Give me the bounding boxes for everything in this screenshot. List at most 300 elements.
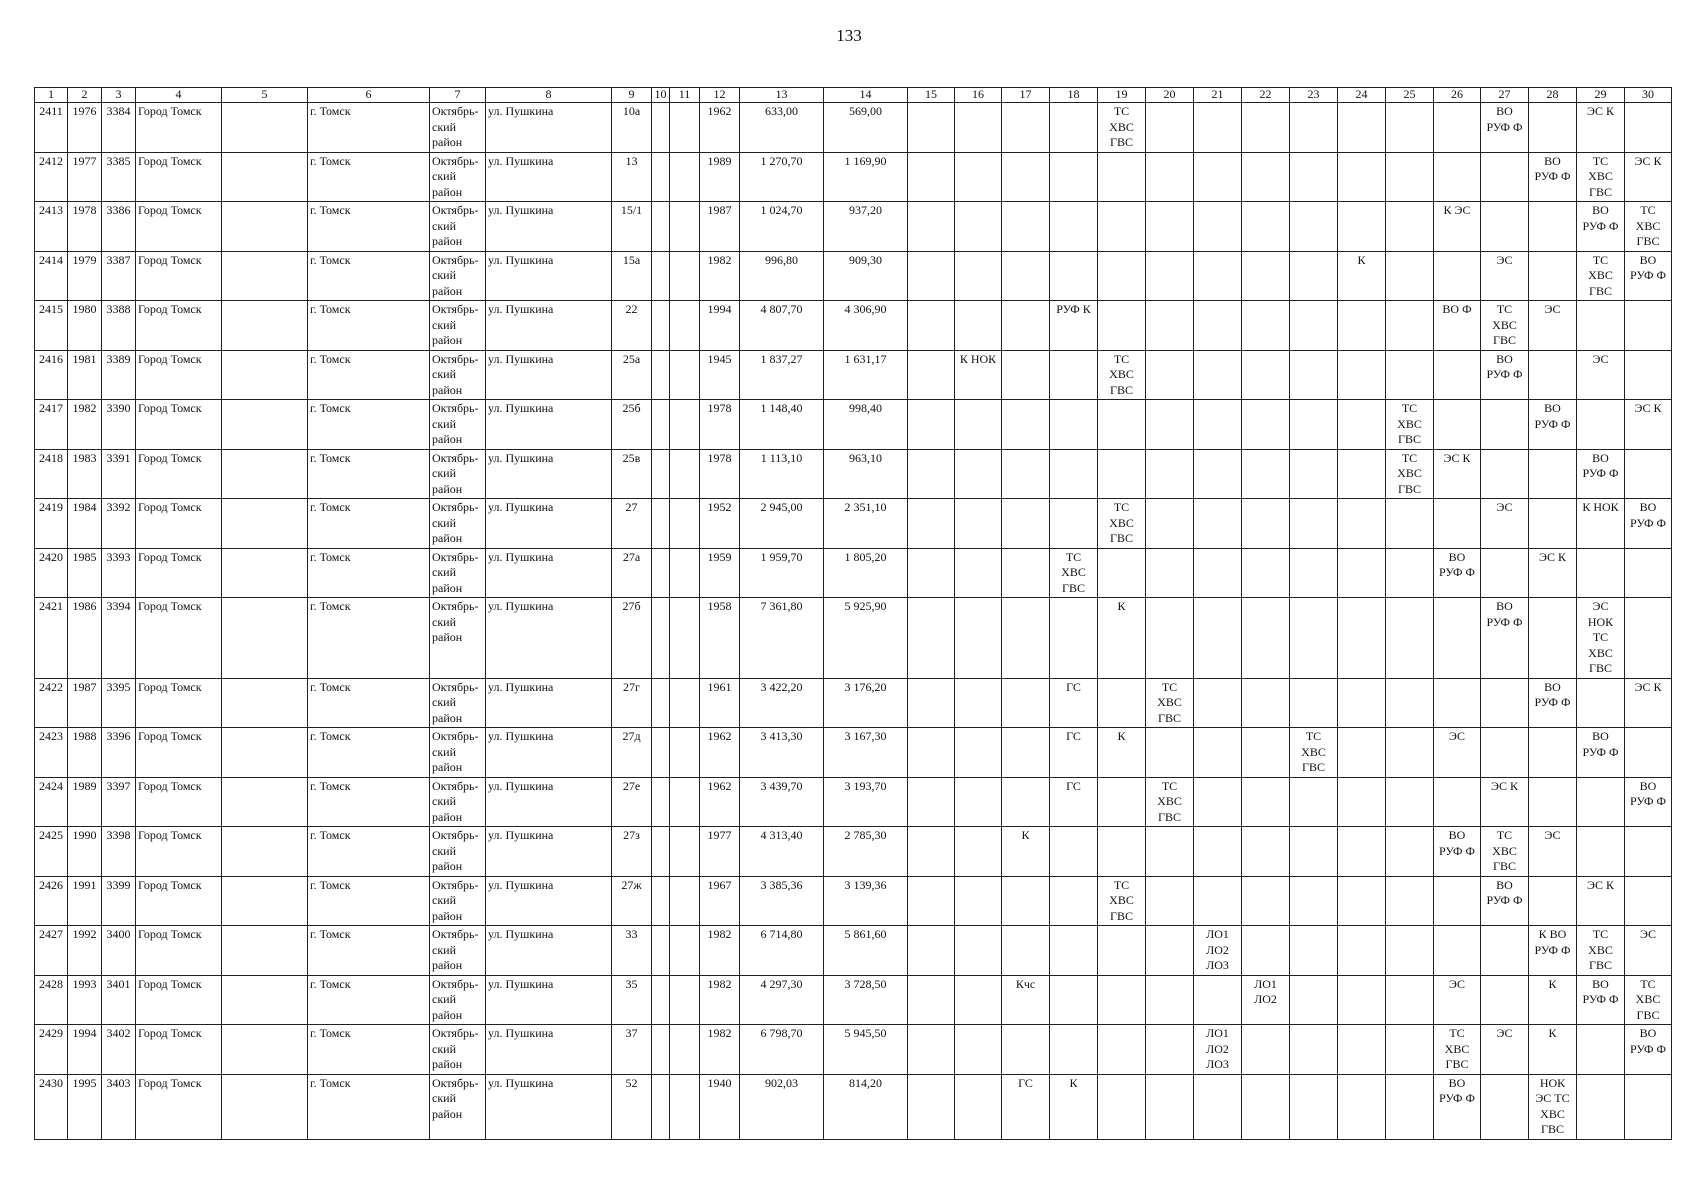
cell-col-19 [1098, 449, 1146, 499]
cell-col-24 [1338, 152, 1386, 202]
cell-col-20 [1146, 1025, 1194, 1075]
cell-col-2: 1976 [68, 103, 102, 153]
cell-col-24 [1338, 103, 1386, 153]
column-header-1: 1 [35, 88, 68, 103]
cell-col-13: 6 714,80 [740, 926, 824, 976]
cell-col-27 [1481, 678, 1529, 728]
table-row [35, 678, 1672, 728]
cell-col-4: Город Томск [136, 598, 222, 679]
cell-col-22: ЛО1 ЛО2 [1242, 975, 1290, 1025]
cell-col-30: ЭС [1625, 926, 1672, 976]
cell-col-8: ул. Пушкина [486, 777, 612, 827]
cell-col-29 [1577, 1025, 1625, 1075]
cell-col-2: 1993 [68, 975, 102, 1025]
cell-col-4: Город Томск [136, 876, 222, 926]
cell-col-5 [222, 1074, 308, 1139]
column-header-24: 24 [1338, 88, 1386, 103]
cell-col-30 [1625, 350, 1672, 400]
cell-col-12: 1982 [700, 926, 740, 976]
cell-col-8: ул. Пушкина [486, 1025, 612, 1075]
cell-col-2: 1978 [68, 202, 102, 252]
cell-col-23 [1290, 1025, 1338, 1075]
cell-col-3: 3388 [102, 301, 136, 351]
cell-col-25 [1386, 251, 1434, 301]
cell-col-9: 27г [612, 678, 652, 728]
cell-col-14: 5 925,90 [824, 598, 908, 679]
cell-col-3: 3401 [102, 975, 136, 1025]
cell-col-22 [1242, 777, 1290, 827]
table-row [35, 499, 1672, 549]
cell-col-15 [908, 975, 955, 1025]
table-row [35, 1025, 1672, 1075]
cell-col-14: 814,20 [824, 1074, 908, 1139]
column-header-7: 7 [430, 88, 486, 103]
cell-col-13: 6 798,70 [740, 1025, 824, 1075]
cell-col-27 [1481, 975, 1529, 1025]
cell-col-12: 1982 [700, 1025, 740, 1075]
cell-col-13: 7 361,80 [740, 598, 824, 679]
cell-col-13: 3 439,70 [740, 777, 824, 827]
cell-col-7: Октябрь- ский район [430, 202, 486, 252]
cell-col-5 [222, 152, 308, 202]
cell-col-25: ТС ХВС ГВС [1386, 400, 1434, 450]
cell-col-20: ТС ХВС ГВС [1146, 777, 1194, 827]
cell-col-9: 27б [612, 598, 652, 679]
cell-col-5 [222, 975, 308, 1025]
cell-col-22 [1242, 350, 1290, 400]
cell-col-22 [1242, 202, 1290, 252]
cell-col-27 [1481, 152, 1529, 202]
cell-col-2: 1977 [68, 152, 102, 202]
cell-col-4: Город Томск [136, 152, 222, 202]
cell-col-21 [1194, 827, 1242, 877]
cell-col-20 [1146, 449, 1194, 499]
cell-col-15 [908, 152, 955, 202]
cell-col-21 [1194, 152, 1242, 202]
cell-col-4: Город Томск [136, 975, 222, 1025]
table-row [35, 400, 1672, 450]
cell-col-7: Октябрь- ский район [430, 827, 486, 877]
cell-col-29 [1577, 400, 1625, 450]
cell-col-7: Октябрь- ский район [430, 400, 486, 450]
cell-col-5 [222, 301, 308, 351]
cell-col-5 [222, 926, 308, 976]
cell-col-15 [908, 103, 955, 153]
cell-col-16 [955, 678, 1002, 728]
cell-col-7: Октябрь- ский район [430, 350, 486, 400]
cell-col-19: ТС ХВС ГВС [1098, 103, 1146, 153]
cell-col-22 [1242, 926, 1290, 976]
cell-col-30: ТС ХВС ГВС [1625, 202, 1672, 252]
cell-col-21 [1194, 103, 1242, 153]
cell-col-16 [955, 975, 1002, 1025]
cell-col-27: ВО РУФ Ф [1481, 876, 1529, 926]
cell-col-11 [670, 975, 700, 1025]
cell-col-4: Город Томск [136, 350, 222, 400]
cell-col-6: г. Томск [308, 777, 430, 827]
cell-col-15 [908, 728, 955, 778]
cell-col-12: 1978 [700, 400, 740, 450]
cell-col-17 [1002, 548, 1050, 598]
cell-col-10 [652, 1074, 670, 1139]
cell-col-19 [1098, 251, 1146, 301]
cell-col-28: ВО РУФ Ф [1529, 152, 1577, 202]
cell-col-21 [1194, 678, 1242, 728]
cell-col-29: К НОК [1577, 499, 1625, 549]
cell-col-7: Октябрь- ский район [430, 301, 486, 351]
cell-col-19 [1098, 1025, 1146, 1075]
cell-col-10 [652, 499, 670, 549]
cell-col-11 [670, 777, 700, 827]
table-row [35, 449, 1672, 499]
cell-col-30: ЭС К [1625, 400, 1672, 450]
cell-col-17: К [1002, 827, 1050, 877]
cell-col-17 [1002, 598, 1050, 679]
cell-col-11 [670, 678, 700, 728]
cell-col-18: К [1050, 1074, 1098, 1139]
column-header-21: 21 [1194, 88, 1242, 103]
cell-col-28 [1529, 251, 1577, 301]
cell-col-15 [908, 449, 955, 499]
cell-col-10 [652, 827, 670, 877]
cell-col-7: Октябрь- ский район [430, 1074, 486, 1139]
cell-col-28: НОК ЭС ТС ХВС ГВС [1529, 1074, 1577, 1139]
column-header-20: 20 [1146, 88, 1194, 103]
table-row [35, 827, 1672, 877]
table-row [35, 777, 1672, 827]
cell-col-25 [1386, 975, 1434, 1025]
cell-col-3: 3395 [102, 678, 136, 728]
cell-col-26 [1434, 400, 1481, 450]
column-header-13: 13 [740, 88, 824, 103]
cell-col-18 [1050, 103, 1098, 153]
cell-col-14: 2 785,30 [824, 827, 908, 877]
cell-col-17 [1002, 499, 1050, 549]
cell-col-24 [1338, 678, 1386, 728]
cell-col-12: 1962 [700, 103, 740, 153]
cell-col-6: г. Томск [308, 400, 430, 450]
cell-col-12: 1962 [700, 777, 740, 827]
cell-col-6: г. Томск [308, 202, 430, 252]
cell-col-3: 3397 [102, 777, 136, 827]
cell-col-22 [1242, 728, 1290, 778]
cell-col-9: 15а [612, 251, 652, 301]
cell-col-22 [1242, 598, 1290, 679]
cell-col-16 [955, 728, 1002, 778]
cell-col-24 [1338, 202, 1386, 252]
cell-col-27: ТС ХВС ГВС [1481, 827, 1529, 877]
cell-col-22 [1242, 152, 1290, 202]
cell-col-29: ЭС К [1577, 876, 1625, 926]
cell-col-22 [1242, 1025, 1290, 1075]
cell-col-12: 1978 [700, 449, 740, 499]
cell-col-21: ЛО1 ЛО2 ЛО3 [1194, 926, 1242, 976]
cell-col-1: 2416 [35, 350, 68, 400]
cell-col-9: 52 [612, 1074, 652, 1139]
cell-col-3: 3390 [102, 400, 136, 450]
cell-col-20 [1146, 202, 1194, 252]
cell-col-13: 3 413,30 [740, 728, 824, 778]
cell-col-15 [908, 499, 955, 549]
cell-col-21 [1194, 400, 1242, 450]
cell-col-20 [1146, 876, 1194, 926]
cell-col-16 [955, 499, 1002, 549]
cell-col-24 [1338, 449, 1386, 499]
column-header-15: 15 [908, 88, 955, 103]
cell-col-2: 1989 [68, 777, 102, 827]
cell-col-10 [652, 548, 670, 598]
cell-col-21 [1194, 350, 1242, 400]
cell-col-26: ЭС [1434, 728, 1481, 778]
cell-col-23 [1290, 499, 1338, 549]
cell-col-22 [1242, 251, 1290, 301]
cell-col-28 [1529, 449, 1577, 499]
cell-col-19 [1098, 400, 1146, 450]
table-row [35, 251, 1672, 301]
cell-col-20 [1146, 103, 1194, 153]
cell-col-1: 2418 [35, 449, 68, 499]
cell-col-21 [1194, 548, 1242, 598]
cell-col-10 [652, 152, 670, 202]
cell-col-29: ВО РУФ Ф [1577, 975, 1625, 1025]
cell-col-4: Город Томск [136, 400, 222, 450]
cell-col-6: г. Томск [308, 1025, 430, 1075]
cell-col-24 [1338, 728, 1386, 778]
cell-col-8: ул. Пушкина [486, 350, 612, 400]
cell-col-28 [1529, 350, 1577, 400]
cell-col-9: 27ж [612, 876, 652, 926]
cell-col-3: 3391 [102, 449, 136, 499]
cell-col-11 [670, 301, 700, 351]
cell-col-23 [1290, 678, 1338, 728]
cell-col-18 [1050, 499, 1098, 549]
cell-col-8: ул. Пушкина [486, 926, 612, 976]
cell-col-9: 35 [612, 975, 652, 1025]
cell-col-18 [1050, 400, 1098, 450]
cell-col-1: 2425 [35, 827, 68, 877]
cell-col-29 [1577, 301, 1625, 351]
cell-col-6: г. Томск [308, 301, 430, 351]
cell-col-5 [222, 728, 308, 778]
cell-col-26: ВО РУФ Ф [1434, 827, 1481, 877]
table-row [35, 926, 1672, 976]
cell-col-20 [1146, 400, 1194, 450]
cell-col-2: 1991 [68, 876, 102, 926]
cell-col-24 [1338, 1025, 1386, 1075]
cell-col-13: 996,80 [740, 251, 824, 301]
cell-col-19 [1098, 975, 1146, 1025]
cell-col-7: Октябрь- ский район [430, 598, 486, 679]
cell-col-29: ТС ХВС ГВС [1577, 926, 1625, 976]
cell-col-24 [1338, 827, 1386, 877]
cell-col-19 [1098, 678, 1146, 728]
table-row [35, 301, 1672, 351]
cell-col-13: 1 837,27 [740, 350, 824, 400]
cell-col-10 [652, 728, 670, 778]
cell-col-10 [652, 1025, 670, 1075]
cell-col-21 [1194, 449, 1242, 499]
cell-col-20: ТС ХВС ГВС [1146, 678, 1194, 728]
cell-col-10 [652, 350, 670, 400]
column-header-6: 6 [308, 88, 430, 103]
cell-col-3: 3389 [102, 350, 136, 400]
cell-col-21 [1194, 499, 1242, 549]
cell-col-4: Город Томск [136, 103, 222, 153]
cell-col-7: Октябрь- ский район [430, 152, 486, 202]
cell-col-1: 2428 [35, 975, 68, 1025]
cell-col-23 [1290, 926, 1338, 976]
cell-col-23 [1290, 876, 1338, 926]
cell-col-1: 2421 [35, 598, 68, 679]
cell-col-16 [955, 548, 1002, 598]
cell-col-6: г. Томск [308, 1074, 430, 1139]
column-header-22: 22 [1242, 88, 1290, 103]
cell-col-5 [222, 251, 308, 301]
cell-col-28 [1529, 728, 1577, 778]
cell-col-3: 3392 [102, 499, 136, 549]
cell-col-10 [652, 301, 670, 351]
cell-col-21 [1194, 202, 1242, 252]
cell-col-15 [908, 400, 955, 450]
cell-col-3: 3387 [102, 251, 136, 301]
cell-col-8: ул. Пушкина [486, 152, 612, 202]
cell-col-24 [1338, 926, 1386, 976]
cell-col-7: Октябрь- ский район [430, 103, 486, 153]
cell-col-8: ул. Пушкина [486, 827, 612, 877]
cell-col-3: 3393 [102, 548, 136, 598]
cell-col-28 [1529, 598, 1577, 679]
cell-col-24 [1338, 1074, 1386, 1139]
column-header-10: 10 [652, 88, 670, 103]
cell-col-4: Город Томск [136, 1025, 222, 1075]
cell-col-30: ЭС К [1625, 152, 1672, 202]
cell-col-7: Октябрь- ский район [430, 876, 486, 926]
cell-col-2: 1987 [68, 678, 102, 728]
cell-col-6: г. Томск [308, 251, 430, 301]
cell-col-16 [955, 251, 1002, 301]
cell-col-19: К [1098, 728, 1146, 778]
cell-col-30: ТС ХВС ГВС [1625, 975, 1672, 1025]
cell-col-19: ТС ХВС ГВС [1098, 350, 1146, 400]
cell-col-15 [908, 1074, 955, 1139]
cell-col-13: 4 297,30 [740, 975, 824, 1025]
cell-col-11 [670, 728, 700, 778]
cell-col-30 [1625, 876, 1672, 926]
column-header-19: 19 [1098, 88, 1146, 103]
cell-col-9: 27е [612, 777, 652, 827]
cell-col-7: Октябрь- ский район [430, 499, 486, 549]
cell-col-25 [1386, 678, 1434, 728]
cell-col-2: 1995 [68, 1074, 102, 1139]
cell-col-5 [222, 598, 308, 679]
cell-col-1: 2427 [35, 926, 68, 976]
cell-col-6: г. Томск [308, 598, 430, 679]
cell-col-14: 937,20 [824, 202, 908, 252]
cell-col-27: ВО РУФ Ф [1481, 350, 1529, 400]
cell-col-4: Город Томск [136, 301, 222, 351]
cell-col-7: Октябрь- ский район [430, 251, 486, 301]
cell-col-8: ул. Пушкина [486, 202, 612, 252]
cell-col-23 [1290, 202, 1338, 252]
cell-col-27 [1481, 926, 1529, 976]
cell-col-14: 909,30 [824, 251, 908, 301]
cell-col-15 [908, 1025, 955, 1075]
cell-col-11 [670, 1025, 700, 1075]
cell-col-24 [1338, 499, 1386, 549]
cell-col-11 [670, 1074, 700, 1139]
cell-col-18 [1050, 202, 1098, 252]
cell-col-29: ВО РУФ Ф [1577, 728, 1625, 778]
cell-col-10 [652, 777, 670, 827]
cell-col-30 [1625, 598, 1672, 679]
register-table [34, 87, 1672, 1140]
cell-col-27: ЭС [1481, 1025, 1529, 1075]
cell-col-4: Город Томск [136, 777, 222, 827]
cell-col-17 [1002, 103, 1050, 153]
cell-col-10 [652, 400, 670, 450]
cell-col-8: ул. Пушкина [486, 876, 612, 926]
cell-col-13: 3 422,20 [740, 678, 824, 728]
cell-col-7: Октябрь- ский район [430, 548, 486, 598]
cell-col-26 [1434, 251, 1481, 301]
cell-col-26 [1434, 103, 1481, 153]
cell-col-18: ГС [1050, 777, 1098, 827]
cell-col-16 [955, 301, 1002, 351]
cell-col-30 [1625, 548, 1672, 598]
cell-col-29: ЭС НОК ТС ХВС ГВС [1577, 598, 1625, 679]
cell-col-9: 37 [612, 1025, 652, 1075]
cell-col-23 [1290, 1074, 1338, 1139]
cell-col-9: 25а [612, 350, 652, 400]
cell-col-24 [1338, 350, 1386, 400]
cell-col-20 [1146, 548, 1194, 598]
cell-col-20 [1146, 152, 1194, 202]
cell-col-7: Октябрь- ский район [430, 449, 486, 499]
cell-col-17 [1002, 152, 1050, 202]
cell-col-27: ТС ХВС ГВС [1481, 301, 1529, 351]
cell-col-4: Город Томск [136, 449, 222, 499]
cell-col-27: ВО РУФ Ф [1481, 103, 1529, 153]
cell-col-11 [670, 548, 700, 598]
cell-col-22 [1242, 499, 1290, 549]
cell-col-9: 27 [612, 499, 652, 549]
cell-col-25 [1386, 876, 1434, 926]
cell-col-22 [1242, 678, 1290, 728]
cell-col-26 [1434, 678, 1481, 728]
cell-col-19: К [1098, 598, 1146, 679]
cell-col-11 [670, 400, 700, 450]
cell-col-16 [955, 400, 1002, 450]
column-header-8: 8 [486, 88, 612, 103]
cell-col-11 [670, 499, 700, 549]
column-header-28: 28 [1529, 88, 1577, 103]
cell-col-2: 1982 [68, 400, 102, 450]
cell-col-5 [222, 1025, 308, 1075]
cell-col-14: 1 631,17 [824, 350, 908, 400]
cell-col-1: 2413 [35, 202, 68, 252]
cell-col-2: 1988 [68, 728, 102, 778]
cell-col-25 [1386, 598, 1434, 679]
cell-col-5 [222, 400, 308, 450]
cell-col-7: Октябрь- ский район [430, 777, 486, 827]
cell-col-26: ВО Ф [1434, 301, 1481, 351]
cell-col-21 [1194, 301, 1242, 351]
cell-col-1: 2417 [35, 400, 68, 450]
cell-col-27: ЭС [1481, 251, 1529, 301]
cell-col-13: 4 313,40 [740, 827, 824, 877]
cell-col-26: ЭС К [1434, 449, 1481, 499]
cell-col-6: г. Томск [308, 926, 430, 976]
